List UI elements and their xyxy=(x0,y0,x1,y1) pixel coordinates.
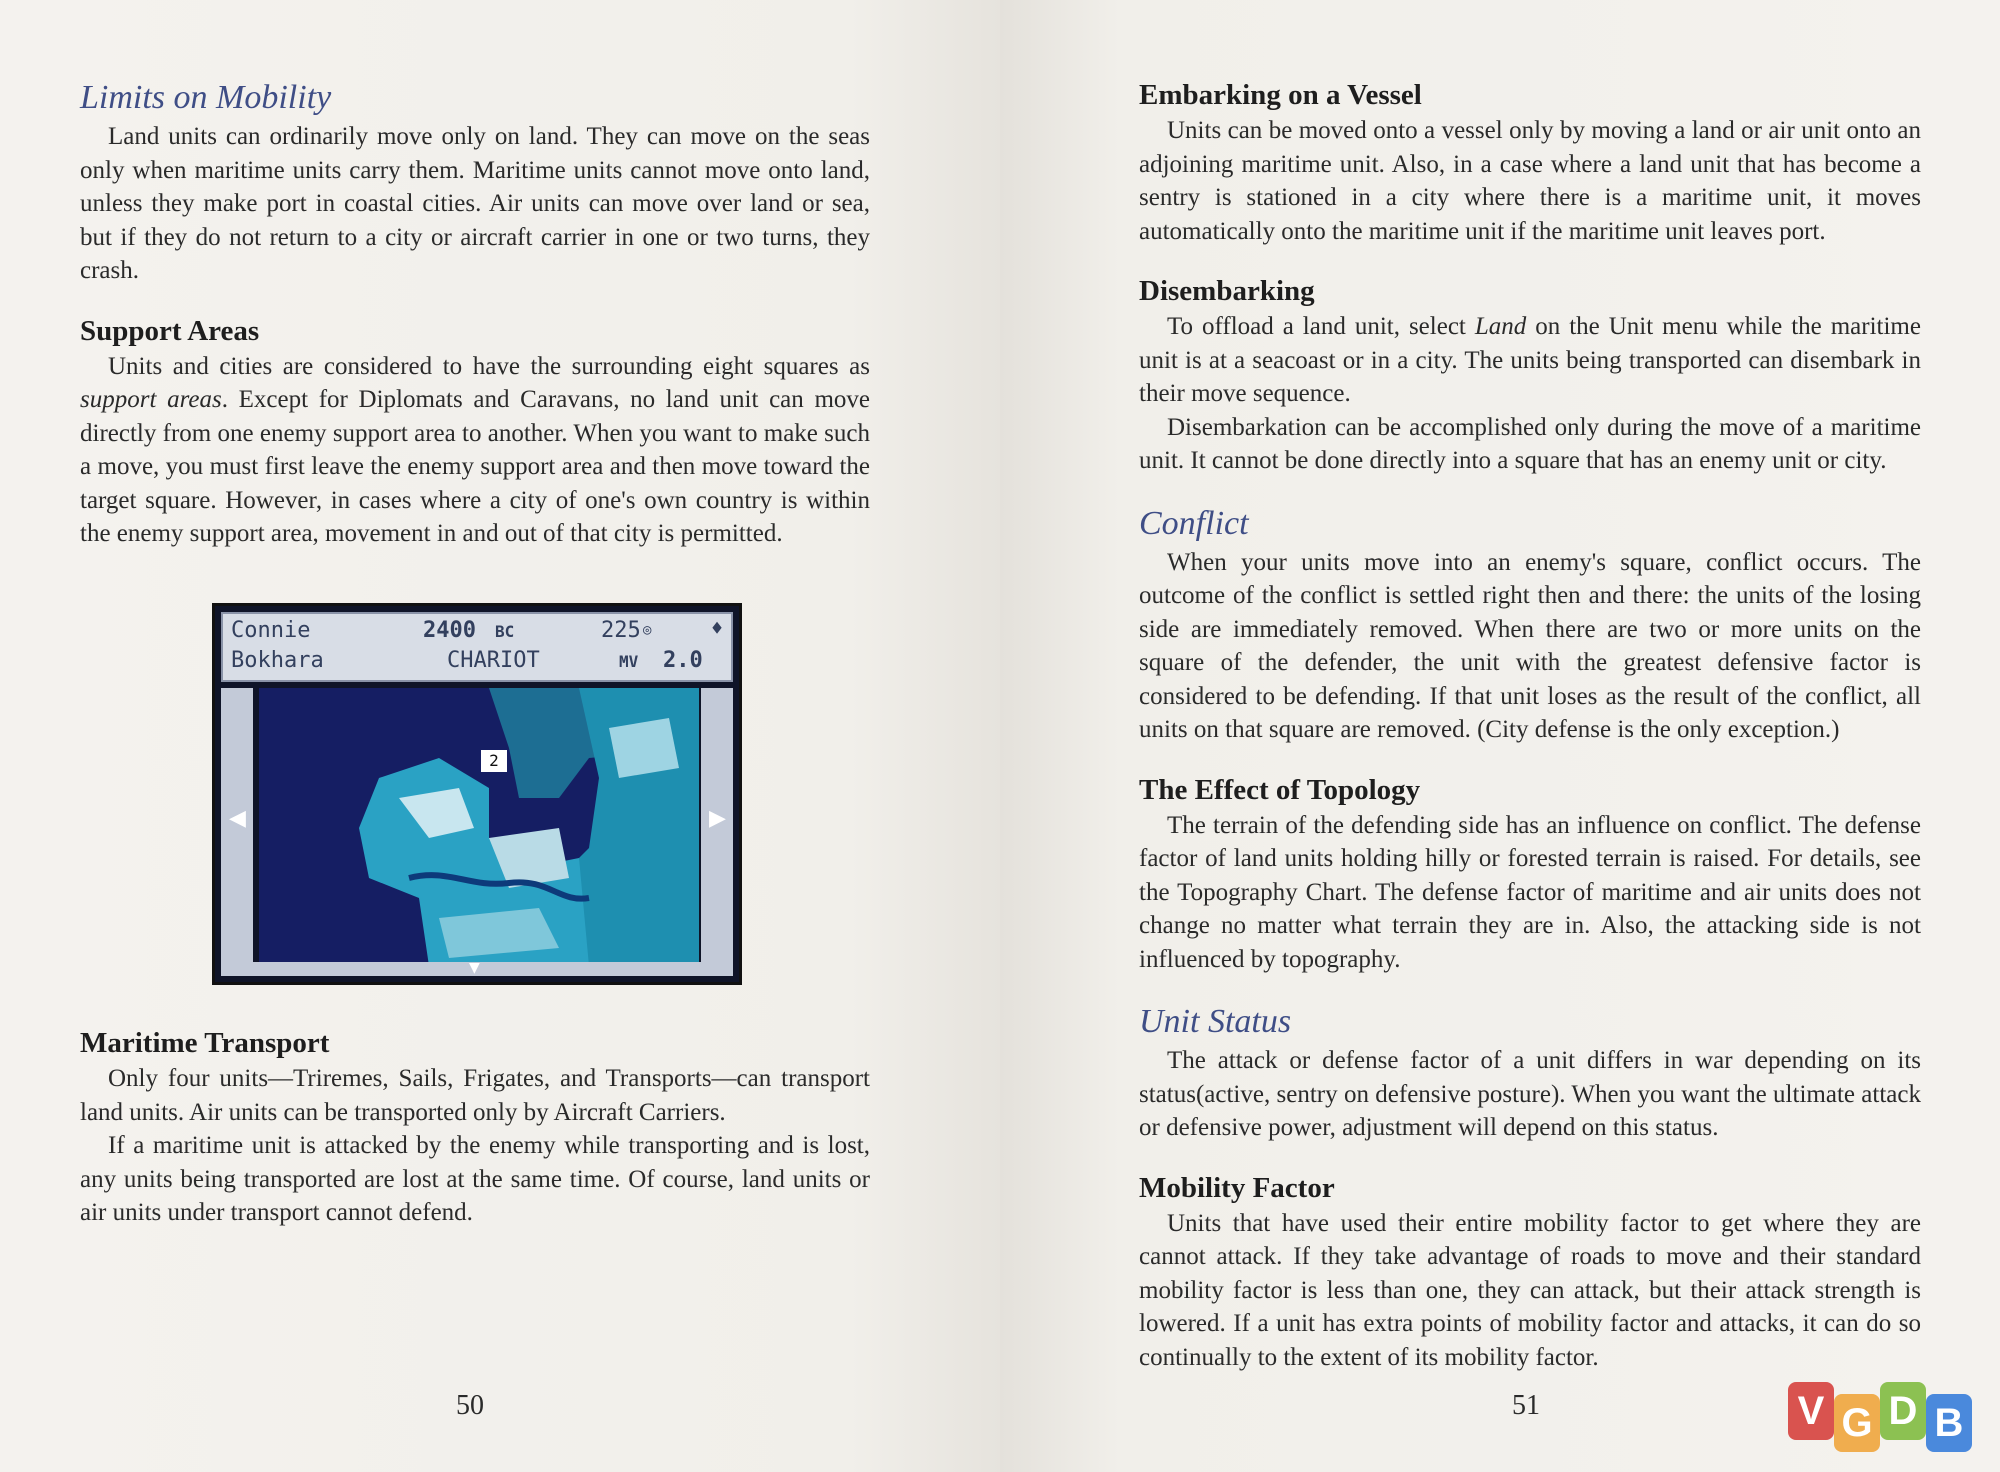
unit-status-paragraph: The attack or defense factor of a unit differs in war depending on its status(active, sentry on defensive posture). When you want the ultimate attack or defensive power, adjustment will depend on this status. xyxy=(1139,1047,1921,1141)
disembarking-heading: Disembarking xyxy=(1139,275,1315,307)
support-areas-paragraph xyxy=(80,350,870,551)
right-page xyxy=(1000,0,2000,1472)
left-column xyxy=(80,78,870,577)
unit-status-heading: Unit Status xyxy=(1139,1003,1292,1040)
hud-city-name: Bokhara xyxy=(231,648,324,673)
hud-unit-type: CHARIOT xyxy=(447,648,540,673)
scroll-right-icon: ▶ xyxy=(709,806,726,831)
watermark-letter-b: B xyxy=(1926,1394,1972,1452)
game-status-bar xyxy=(221,612,733,682)
game-map xyxy=(259,688,699,966)
unit-status-section xyxy=(1139,1002,1921,1145)
mobility-factor-paragraph: Units that have used their entire mobility factor to get where they are cannot attack. If they take advantage of roads to move and their standard mobility factor is less than one, they can attack, but their attack strength is lowered. If a unit has extra points of mobility factor and attacks, it can do so continually to the extent of its mobility factor. xyxy=(1139,1209,1921,1371)
map-frame-left xyxy=(221,688,253,966)
page-number-right: 51 xyxy=(1512,1390,1540,1421)
vgdb-watermark-logo xyxy=(1788,1382,1978,1458)
support-areas-term: support areas xyxy=(80,386,222,413)
embarking-heading: Embarking on a Vessel xyxy=(1139,79,1422,111)
scroll-left-icon: ◀ xyxy=(229,806,246,831)
pin-icon: ♦ xyxy=(711,616,724,640)
limits-on-mobility-heading: Limits on Mobility xyxy=(80,79,332,116)
topology-section xyxy=(1139,773,1921,977)
page-number-left: 50 xyxy=(456,1390,484,1421)
disembarking-term: Land xyxy=(1474,313,1527,340)
mobility-factor-section xyxy=(1139,1171,1921,1375)
disembarking-paragraph-1 xyxy=(1139,310,1921,411)
disembarking-text-a: To offload a land unit, select xyxy=(1167,313,1475,340)
disembarking-paragraph-2: Disembarkation can be accomplished only during the move of a maritime unit. It cannot be done directly into a square that has an enemy unit or city. xyxy=(1139,413,1921,474)
left-column-lower xyxy=(80,1026,870,1256)
limits-on-mobility-paragraph: Land units can ordinarily move only on land. They can move on the seas only when maritime units carry them. Maritime units cannot move onto land, unless they make port in coastal cities. Air units can move over land or sea, but if they do not return to a city or aircraft carrier in one or two turns, they crash. xyxy=(80,123,870,284)
topology-heading: The Effect of Topology xyxy=(1139,773,1421,806)
disembarking-text-b: on the Unit menu while the maritime unit is at a seacoast or in a city. The units being transported can disembark in their move sequence. xyxy=(1139,313,1921,407)
map-unit-marker: 2 xyxy=(481,750,507,772)
coin-icon: ◎ xyxy=(643,622,652,638)
map-terrain xyxy=(259,688,699,966)
map-frame-right xyxy=(701,688,733,966)
hud-mv-value: 2.0 xyxy=(663,648,703,673)
maritime-transport-heading: Maritime Transport xyxy=(80,1027,330,1059)
maritime-transport-paragraph-2: If a maritime unit is attacked by the enemy while transporting and is lost, any units being transported are lost at the same time. Of course, land units or air units under transport cannot defend. xyxy=(80,1132,870,1226)
embarking-section xyxy=(1139,78,1921,248)
right-column xyxy=(1139,78,1921,1400)
topology-paragraph: The terrain of the defending side has an influence on conflict. The defense factor of land units holding hilly or forested terrain is raised. For details, see the Topography Chart. The defense factor of maritime and air units does not change no matter what terrain they are in. Also, the attacking side is not influenced by topography. xyxy=(1139,811,1921,973)
support-areas-heading: Support Areas xyxy=(80,314,260,347)
conflict-paragraph: When your units move into an enemy's square, conflict occurs. The outcome of the conflict is settled right then and there: the units of the losing side are immediately removed. When there are two or more units on the square of the defender, the unit with the greatest defensive factor is considered to be defending. If that unit loses as the result of the conflict, all units on that square are removed. (City defense is the only exception.) xyxy=(1139,548,1921,743)
conflict-section xyxy=(1139,504,1921,747)
watermark-letter-v: V xyxy=(1788,1382,1834,1440)
support-areas-text-b: . Except for Diplomats and Caravans, no land unit can move directly from one enemy support area to another. When you want to make such a move, you must first leave the enemy support area and then move toward the target square. However, in cases where a city of one's own country is within the enemy support area, movement in and out of that city is permitted. xyxy=(80,386,870,547)
mobility-factor-heading: Mobility Factor xyxy=(1139,1171,1335,1204)
game-screenshot xyxy=(212,603,742,985)
scroll-down-icon: ▼ xyxy=(469,960,480,976)
hud-mv-label: MV xyxy=(619,652,639,671)
maritime-transport-paragraph-1: Only four units—Triremes, Sails, Frigates, and Transports—can transport land units. Air units can be transported only by Aircraft Carriers. xyxy=(80,1065,870,1126)
support-areas-section xyxy=(80,314,870,551)
hud-player-name: Connie xyxy=(231,618,311,643)
watermark-letter-d: D xyxy=(1880,1382,1926,1440)
conflict-heading: Conflict xyxy=(1139,504,1249,542)
support-areas-text-a: Units and cities are considered to have the surrounding eight squares as xyxy=(108,352,870,380)
maritime-transport-section xyxy=(80,1026,870,1230)
watermark-letter-g: G xyxy=(1834,1394,1880,1452)
map-frame-bottom xyxy=(221,962,733,976)
hud-year: 2400 xyxy=(423,618,476,643)
disembarking-section xyxy=(1139,274,1921,478)
limits-on-mobility-section xyxy=(80,78,870,288)
hud-era: BC xyxy=(495,622,515,641)
hud-gold: 225 xyxy=(601,618,641,643)
embarking-paragraph: Units can be moved onto a vessel only by moving a land or air unit onto an adjoining maritime unit. Also, in a case where a land unit that has become a sentry is stationed in a city where there is a maritime unit, it moves automatically onto the maritime unit if the maritime unit leaves port. xyxy=(1139,117,1921,245)
